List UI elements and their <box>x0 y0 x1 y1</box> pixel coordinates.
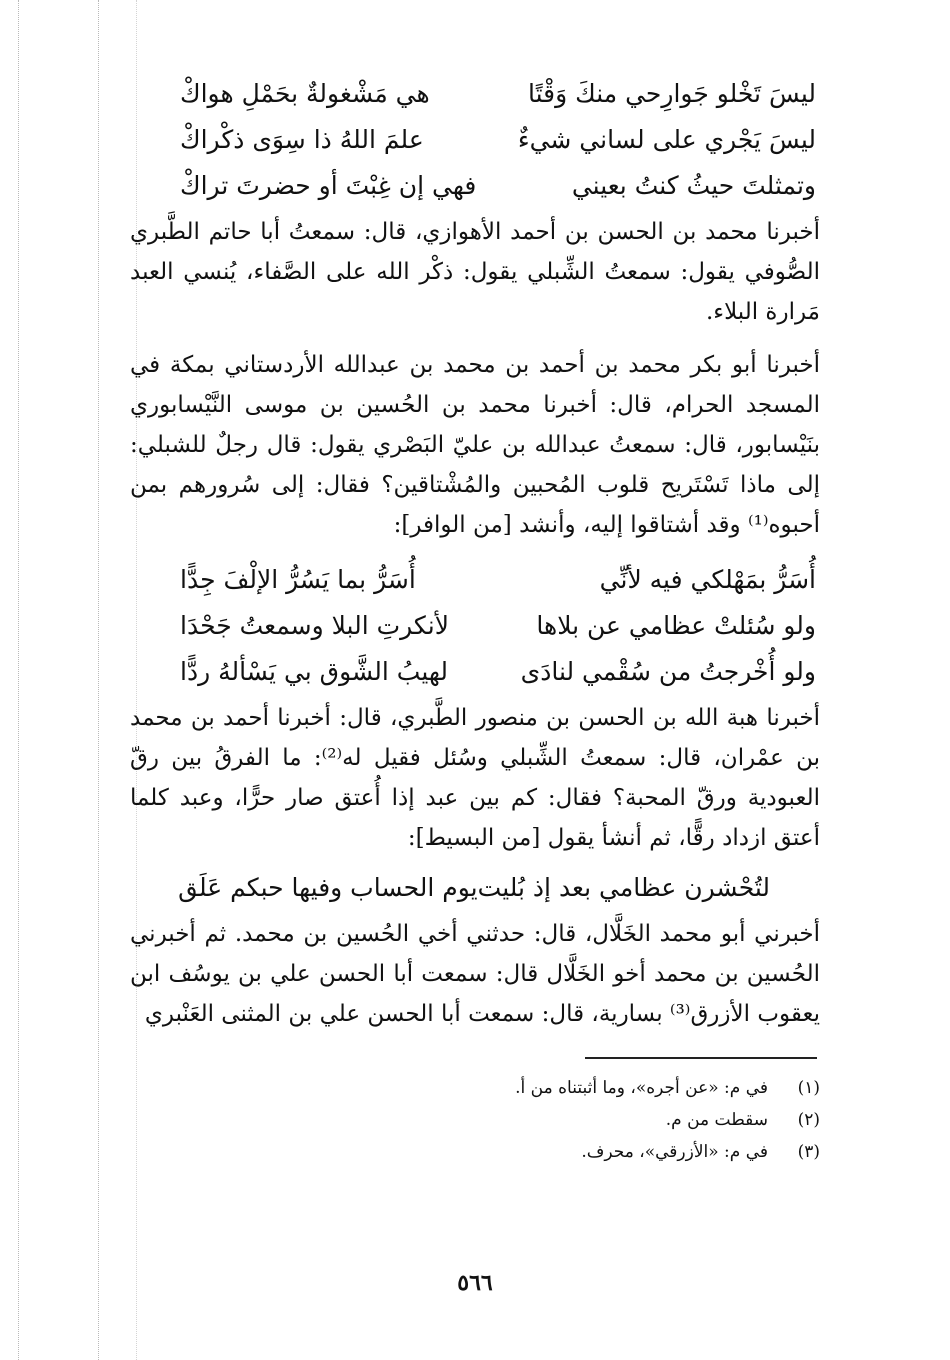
footnote-number: (٢) <box>797 1110 820 1130</box>
verse-hemistich-right: ليسَ يَجْري على لساني شيءٌ <box>517 125 816 154</box>
verse-hemistich-right: لتُحْشرن عظامي بعد إذ بُليت <box>477 873 770 902</box>
footnote-text: في م: «عن أجره»، وما أثبتناه من أ. <box>515 1078 768 1098</box>
paragraph: أخبرني أبو محمد الخَلَّال، قال: حدثني أخي الحُسين بن محمد. ثم أخبرني الحُسين بن محمد أخو الخَلَّال قال: سمعت أبا الحسن علي بن يوسُف ابن يعقوب الأزرق⁽³⁾ بسارية، قال: سمعت أبا الحسن علي بن المثنى العَنْبري <box>130 921 820 1027</box>
verse-hemistich-left: يوم الحساب وفيها حبكم عَلَق <box>178 873 478 902</box>
footnotes <box>120 1072 820 1168</box>
scan-artifact-line <box>98 0 99 1360</box>
verse-hemistich-right: ولو أُخْرجتُ من سُقْمي لنادَى <box>520 657 816 686</box>
verse-hemistich-left: علمَ اللهُ ذا سِوَى ذكْراكْ <box>180 125 424 154</box>
verse-hemistich-right: ليسَ تَخْلو جَوارِحي منكَ وَقْتًا <box>528 79 816 108</box>
paragraph: أخبرنا محمد بن الحسن بن أحمد الأهوازي، قال: سمعتُ أبا حاتم الطَّبري الصُّوفي يقول: سمعتُ الشِّبلي يقول: ذكْر الله على الصَّفاء، يُنسي العبد مَرارة البلاء. <box>130 219 820 325</box>
verse-line <box>180 164 816 208</box>
paragraph: أخبرنا أبو بكر محمد بن أحمد بن محمد بن عبدالله الأردستاني بمكة في المسجد الحرام، قال: أخبرنا محمد بن الحُسين بن موسى النَّيْسابوري بنَيْسابور، قال: سمعتُ عبدالله بن عليّ البَصْري يقول: قال رجلٌ للشبلي: إلى ماذا تَسْتَريح قلوب المُحبين والمُشْتاقين؟ فقال: إلى سُرورهم بمن أحبوه⁽¹⁾ وقد أشتاقوا إليه، وأنشد [من الوافر]: <box>130 352 820 538</box>
verse-line <box>180 558 816 602</box>
footnote-number: (١) <box>797 1078 820 1098</box>
verse-hemistich-right: أُسَرُّ بمَهْلكي فيه لأنِّي <box>599 565 816 594</box>
verse-hemistich-right: وتمثلتَ حيثُ كنتُ بعيني <box>571 171 816 200</box>
scan-artifact-line <box>18 0 19 1360</box>
verse-line <box>180 118 816 162</box>
footnote <box>120 1136 820 1168</box>
page-number: ٥٦٦ <box>457 1270 493 1296</box>
verse-line <box>180 650 816 694</box>
verse-hemistich-left: لهيبُ الشَّوق بي يَسْألهُ ردًّا <box>180 657 449 686</box>
verse-hemistich-left: أُسَرُّ بما يَسُرُّ الإلْفَ جِدًّا <box>180 565 416 594</box>
verse-hemistich-right: ولو سُئلتْ عظامي عن بلاها <box>536 611 816 640</box>
verse-line <box>180 72 816 116</box>
footnote <box>120 1104 820 1136</box>
footnote-separator <box>585 1057 817 1059</box>
paragraph: أخبرنا هبة الله بن الحسن بن منصور الطَّبري، قال: أخبرنا أحمد بن محمد بن عمْران، قال: سمعتُ الشِّبلي وسُئل فقيل له⁽²⁾: ما الفرقُ بين رقّ العبودية ورقّ المحبة؟ فقال: كم بين عبد إذا أُعتق صار حرًّا، وعبد كلما أعتق ازداد رقًّا، ثم أنشأ يقول [من البسيط]: <box>130 705 820 851</box>
footnote-number: (٣) <box>797 1142 820 1162</box>
verse-hemistich-left: فهي إن غِبْتَ أو حضرتَ تراكْ <box>180 171 477 200</box>
verse-line <box>180 866 770 910</box>
verse-hemistich-left: هي مَشْغولةٌ بحَمْلِ هواكْ <box>180 79 430 108</box>
footnote-text: سقطت من م. <box>665 1110 768 1130</box>
verse-line <box>180 604 816 648</box>
verse-hemistich-left: لأنكرتِ البلا وسمعتُ جَحْدَا <box>180 611 449 640</box>
footnote-text: في م: «الأزرقي»، محرف. <box>581 1142 768 1162</box>
footnote <box>120 1072 820 1104</box>
